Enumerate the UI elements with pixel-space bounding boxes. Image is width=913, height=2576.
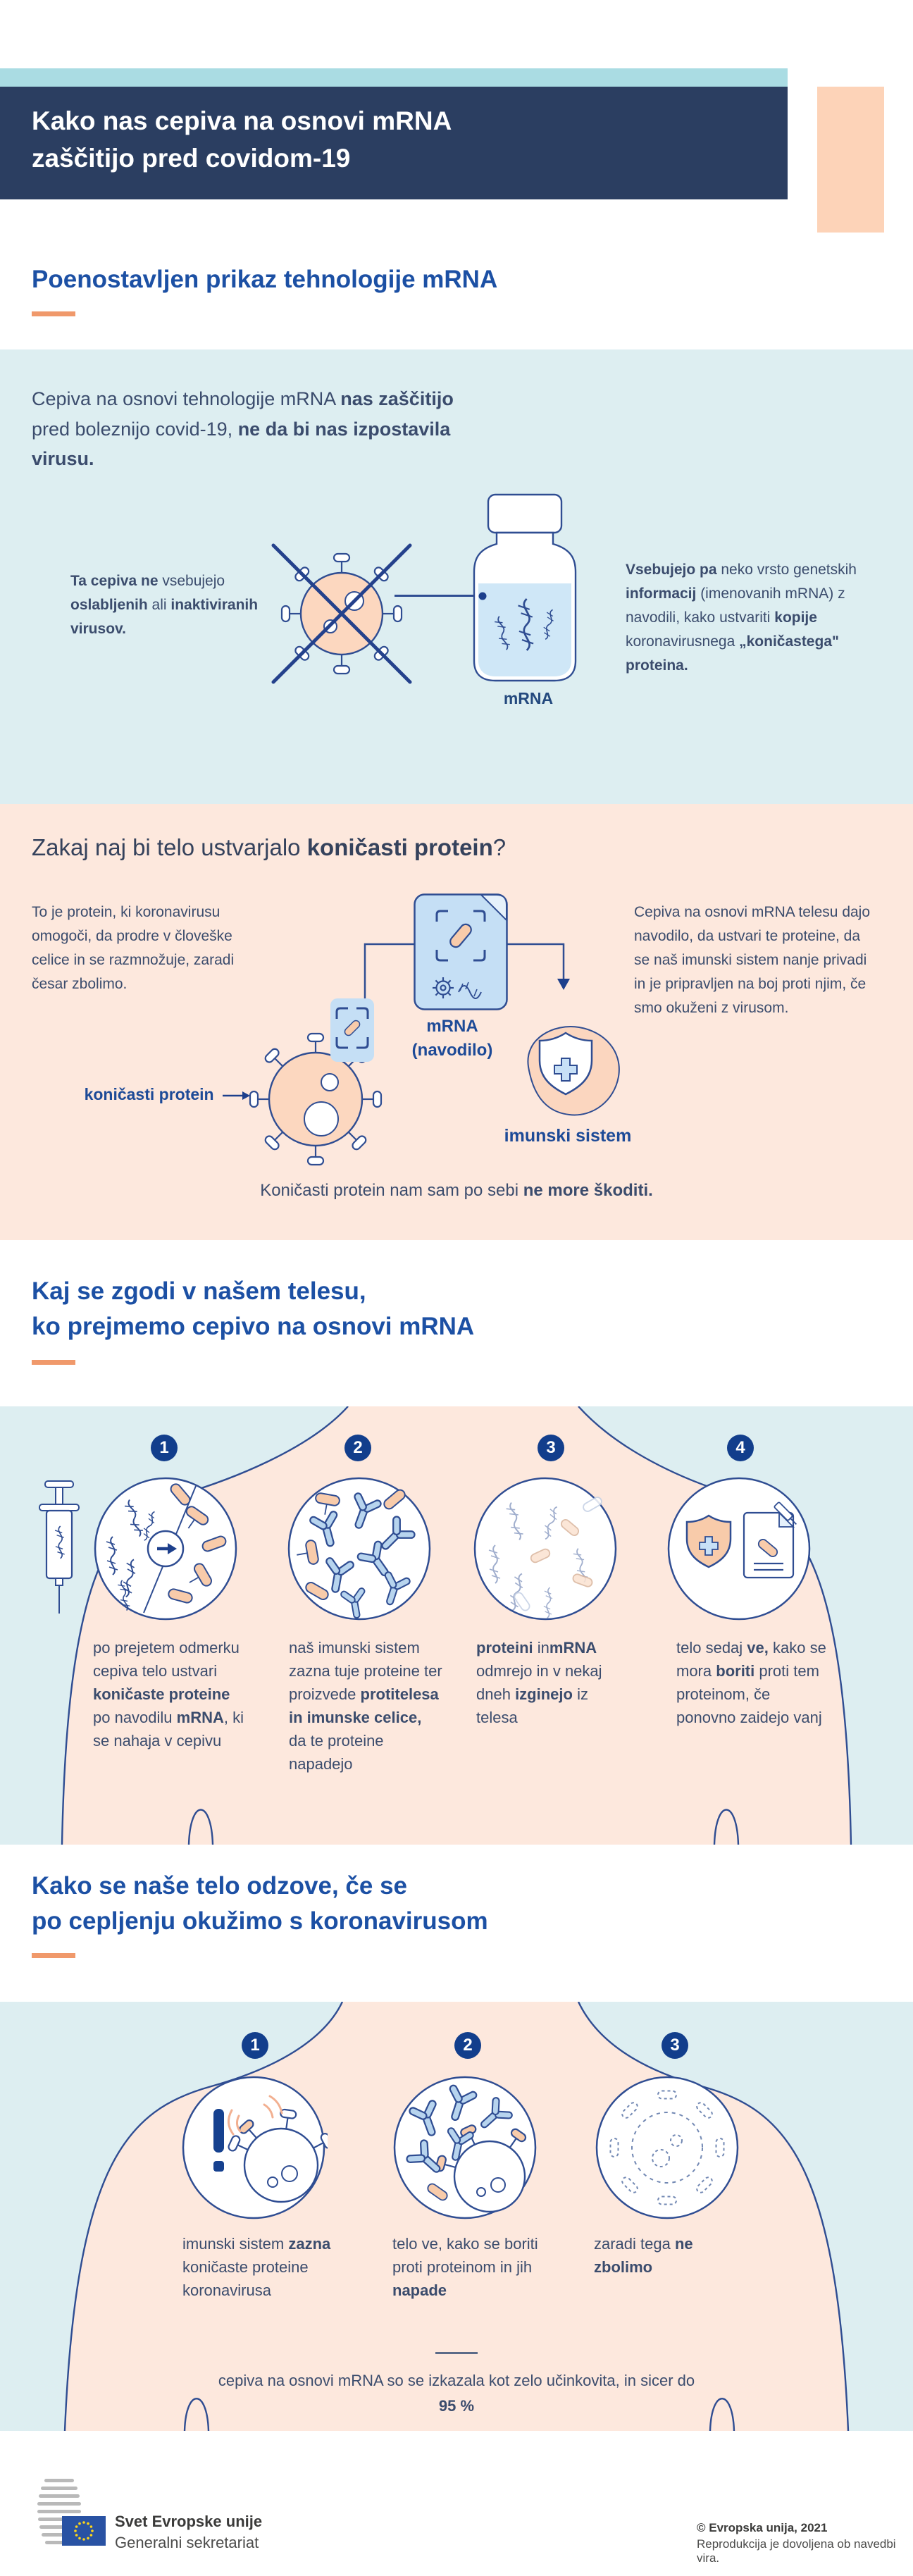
step3-circle-1-mrna-to-protein-icon: [92, 1475, 240, 1623]
mrna-label-line1: mRNA: [426, 1017, 478, 1036]
section4-title-line1: Kako se naše telo odzove, če se: [32, 1872, 408, 1900]
eu-flag-icon: [62, 2516, 106, 2546]
note-divider: [435, 2352, 478, 2354]
step4-badge-3: 3: [662, 2032, 688, 2059]
step3-text-1: po prejetem odmerku cepiva telo ustvari koničaste proteine po navodilu mRNA, ki se nahaja v cepivu: [93, 1639, 244, 1750]
mrna-instruction-card-icon: [414, 893, 508, 1010]
step4-text-1: imunski sistem zazna koničaste proteine koronavirusa: [182, 2235, 331, 2299]
step3-circle-3-fading-icon: [471, 1475, 619, 1623]
mrna-label-line2: (navodilo): [411, 1040, 493, 1060]
peach-accent-strip: [817, 87, 884, 233]
step3-badge-4: 4: [727, 1435, 754, 1461]
page-title-line2: zaščitijo pred covidom-19: [32, 143, 351, 173]
step3-circle-2-antibodies-icon: [285, 1475, 433, 1623]
step3-text-2: naš imunski sistem zazna tuje proteine ter proizvede protitelesa in imunske celice, da te proteine napadejo: [289, 1639, 442, 1773]
section1-intro: Cepiva na osnovi tehnologije mRNA nas zaščitijo pred boleznijo covid-19, ne da bi nas izpostavila virusu.: [32, 388, 454, 470]
accent-line-1: [32, 311, 75, 316]
step3-badge-2: 2: [344, 1435, 371, 1461]
step4-badge-1: 1: [242, 2032, 268, 2059]
section1-title: Poenostavljen prikaz tehnologije mRNA: [32, 266, 498, 293]
step3-badge-1: 1: [151, 1435, 178, 1461]
vial-label: mRNA: [503, 689, 554, 707]
page-title: [32, 103, 736, 177]
immune-shield-icon: [504, 1017, 627, 1125]
step4-badge-2: 2: [454, 2032, 481, 2059]
section1-right-note: Vsebujejo pa neko vrsto genetskih informacij (imenovanih mRNA) z navodili, kako ustvariti kopije koronavirusnega „koničastega" proteina.: [626, 562, 857, 674]
footer-org-sub: Generalni sekretariat: [115, 2534, 259, 2551]
step4-circle-1-detect-icon: [180, 2074, 328, 2222]
body-silhouette: [0, 1406, 913, 1845]
page-title-line1: Kako nas cepiva na osnovi mRNA: [32, 106, 452, 135]
section2-right-paragraph: Cepiva na osnovi mRNA telesu dajo navodilo, da ustvari te proteine, da se naš imunski sistem nanje privadi in je pripravljen na boj proti njim, če smo okuženi z virusom.: [634, 904, 871, 1017]
footer-copyright: © Evropska unija, 2021: [697, 2521, 828, 2534]
effectiveness-note-line1: cepiva na osnovi mRNA so se izkazala kot zelo učinkovita, in sicer do: [218, 2372, 695, 2389]
section1-left-note: Ta cepiva ne vsebujejo oslabljenih ali inaktiviranih virusov.: [70, 573, 259, 638]
section2-footnote: Koničasti protein nam sam po sebi ne more škoditi.: [260, 1181, 653, 1200]
footer-org-name: Svet Evropske unije: [115, 2513, 263, 2530]
mrna-label: [392, 1015, 512, 1062]
step4-circle-2-attack-icon: [391, 2074, 539, 2222]
section3-title-line2: ko prejmemo cepivo na osnovi mRNA: [32, 1313, 475, 1341]
spike-protein-label: [63, 1085, 251, 1104]
section2-left-paragraph: To je protein, ki koronavirusu omogoči, da prodre v človeške celice in se razmnožuje, zaradi česar zbolimo.: [32, 904, 235, 993]
council-building-icon: [32, 2479, 113, 2549]
immune-system-label: imunski sistem: [504, 1126, 632, 1146]
section4-title-line2: po cepljenju okužimo s koronavirusom: [32, 1907, 488, 1936]
step4-text-2: telo ve, kako se boriti proti proteinom in jih napade: [392, 2235, 538, 2299]
section3-title: [32, 1274, 666, 1344]
syringe-icon: [34, 1478, 85, 1619]
step4-text-3: zaradi tega ne zbolimo: [594, 2235, 693, 2276]
section4-title: [32, 1869, 666, 1939]
crossed-virus-icon: [262, 534, 421, 693]
accent-line-2: [32, 1360, 75, 1365]
step4-circle-3-dissolve-icon: [593, 2074, 741, 2222]
section3-title-line1: Kaj se zgodi v našem telesu,: [32, 1277, 366, 1305]
section2-title: Zakaj naj bi telo ustvarjalo koničasti protein?: [32, 834, 507, 860]
step3-text-4: telo sedaj ve, kako se mora boriti proti tem proteinom, če ponovno zaidejo vanj: [676, 1639, 826, 1726]
spike-selection-icon: [330, 998, 375, 1063]
step3-text-3: proteini inmRNA odmrejo in v nekaj dneh izginejo iz telesa: [476, 1639, 602, 1726]
effectiveness-note-line2: 95 %: [438, 2397, 475, 2415]
arrow-right-icon: [223, 1091, 251, 1101]
spike-protein-label-text: koničasti protein: [84, 1085, 214, 1103]
accent-line-3: [32, 1953, 75, 1958]
footer-reproduction: Reprodukcija je dovoljena ob navedbi vira.: [697, 2537, 896, 2565]
step3-badge-3: 3: [538, 1435, 564, 1461]
vaccine-vial-icon: [454, 493, 595, 685]
step3-circle-4-memory-icon: [665, 1475, 813, 1623]
teal-accent-bar: [0, 68, 788, 87]
